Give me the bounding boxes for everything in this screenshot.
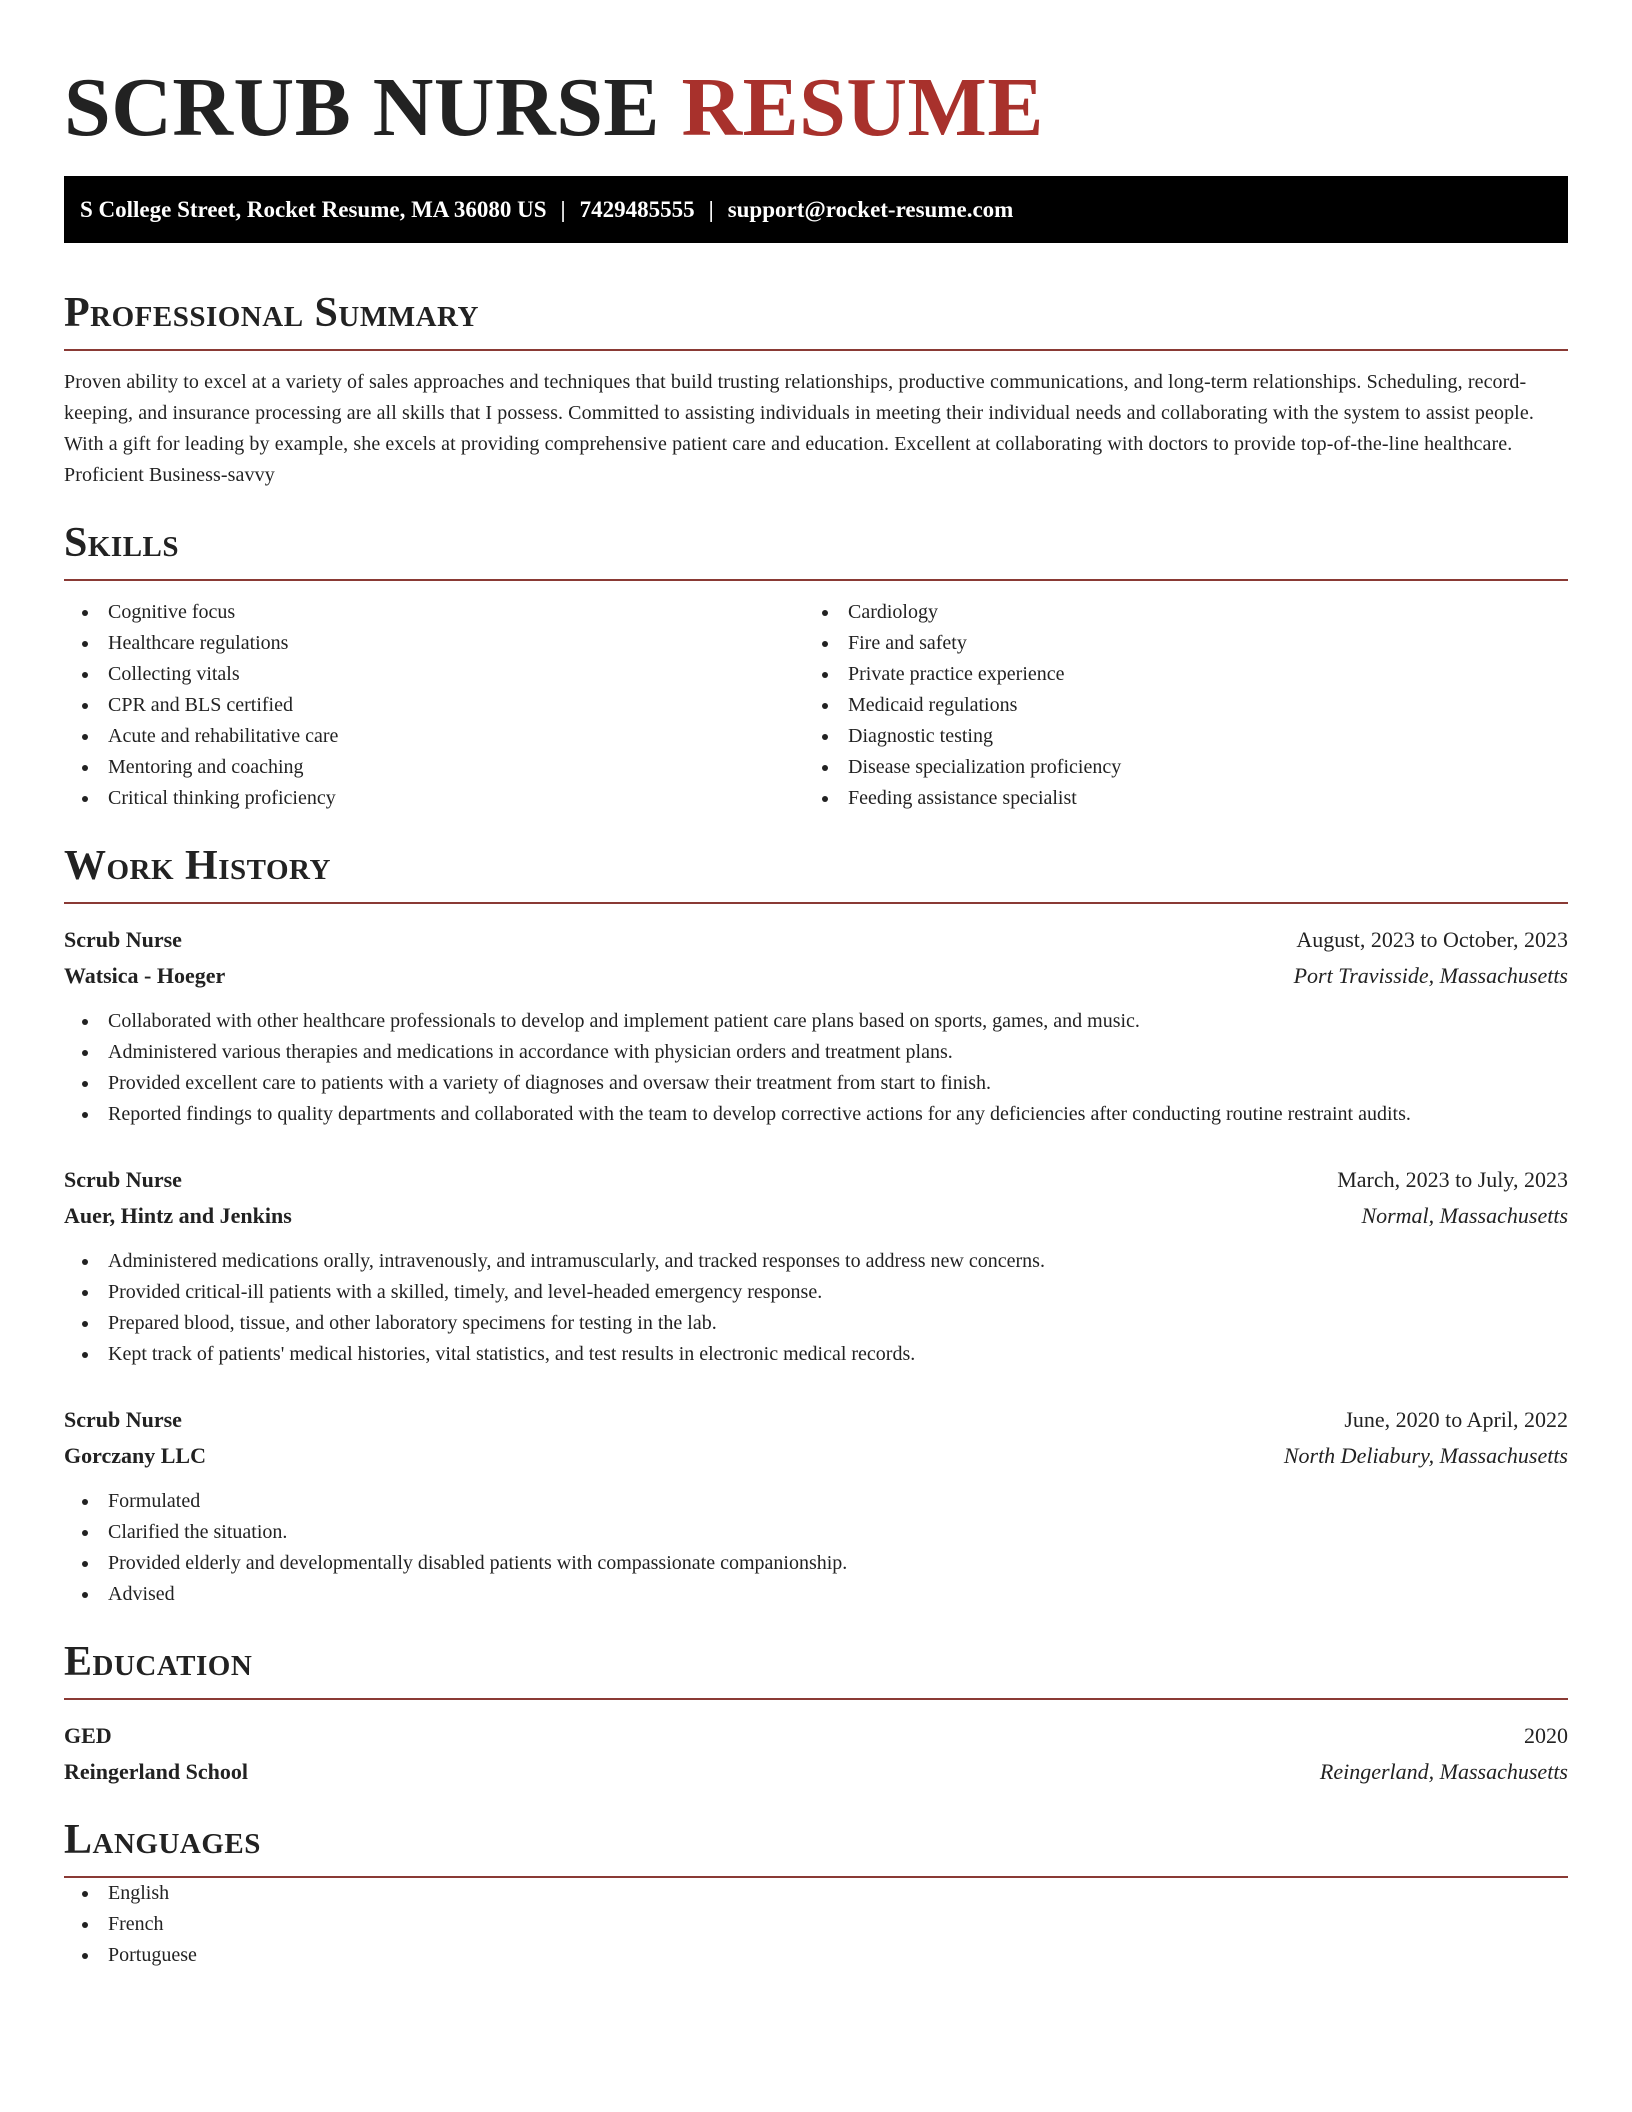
job-duty: Collaborated with other healthcare professionals to develop and implement patient care plans based on sports, games, and music.: [64, 1006, 1568, 1037]
education-location: Reingerland, Massachusetts: [1319, 1759, 1568, 1784]
skill-item: CPR and BLS certified: [64, 690, 804, 721]
skill-item: Disease specialization proficiency: [804, 752, 1544, 783]
section-divider: [64, 902, 1568, 904]
job-company: Gorczany LLC: [64, 1443, 206, 1468]
skill-item: Feeding assistance specialist: [804, 783, 1544, 814]
contact-phone: 7429485555: [579, 197, 695, 222]
job-company: Auer, Hintz and Jenkins: [64, 1203, 292, 1228]
education-heading: Education: [64, 1639, 253, 1685]
job-dates: August, 2023 to October, 2023: [1296, 927, 1568, 952]
title-main: SCRUB NURSE: [64, 61, 660, 154]
contact-bar: [64, 176, 1568, 243]
job-duty: Clarified the situation.: [64, 1517, 1568, 1548]
languages-heading: Languages: [64, 1817, 261, 1863]
job-location: Normal, Massachusetts: [1361, 1203, 1568, 1228]
education-year: 2020: [1524, 1723, 1568, 1748]
job-title: Scrub Nurse: [64, 1407, 182, 1432]
work-history-section: [64, 842, 1568, 1610]
work-history-heading: Work History: [64, 843, 331, 889]
job-dates: March, 2023 to July, 2023: [1337, 1167, 1568, 1192]
education-degree: GED: [64, 1723, 112, 1748]
skill-item: Medicaid regulations: [804, 690, 1544, 721]
job-duty: Administered medications orally, intravenously, and intramuscularly, and tracked responses to address new concerns.: [64, 1246, 1568, 1277]
contact-separator: |: [708, 197, 714, 222]
job-duty: Provided excellent care to patients with a variety of diagnoses and oversaw their treatment from start to finish.: [64, 1068, 1568, 1099]
skills-columns: [64, 597, 1568, 814]
job-location: North Deliabury, Massachusetts: [1283, 1443, 1568, 1468]
education-section: [64, 1638, 1568, 1790]
contact-separator: |: [560, 197, 566, 222]
section-divider: [64, 579, 1568, 581]
skills-section: [64, 519, 1568, 814]
education-entry: [64, 1718, 1568, 1790]
job-header-row: [64, 1162, 1568, 1198]
skill-item: Fire and safety: [804, 628, 1544, 659]
job-duty: Kept track of patients' medical histories, vital statistics, and test results in electronic medical records.: [64, 1339, 1568, 1370]
job-company: Watsica - Hoeger: [64, 963, 226, 988]
contact-email[interactable]: support@rocket-resume.com: [727, 197, 1014, 222]
education-school-row: [64, 1754, 1568, 1790]
section-divider: [64, 1698, 1568, 1700]
skill-item: Mentoring and coaching: [64, 752, 804, 783]
resume-title: [64, 56, 1568, 160]
job-duty: Prepared blood, tissue, and other laboratory specimens for testing in the lab.: [64, 1308, 1568, 1339]
skill-item: Acute and rehabilitative care: [64, 721, 804, 752]
job-company-row: [64, 958, 1568, 994]
job-company-row: [64, 1438, 1568, 1474]
job-dates: June, 2020 to April, 2022: [1344, 1407, 1568, 1432]
job-entry: [64, 922, 1568, 1130]
job-duty: Administered various therapies and medications in accordance with physician orders and treatment plans.: [64, 1037, 1568, 1068]
skill-item: Collecting vitals: [64, 659, 804, 690]
skill-item: Cardiology: [804, 597, 1544, 628]
job-duties: [64, 1486, 1568, 1610]
languages-section: [64, 1816, 1568, 1971]
job-title: Scrub Nurse: [64, 1167, 182, 1192]
resume-page: [64, 0, 1568, 1971]
education-degree-row: [64, 1718, 1568, 1754]
job-location: Port Travisside, Massachusetts: [1293, 963, 1568, 988]
summary-heading: Professional Summary: [64, 290, 479, 336]
job-duty: Advised: [64, 1579, 1568, 1610]
skill-item: Critical thinking proficiency: [64, 783, 804, 814]
language-item: English: [64, 1878, 1568, 1909]
summary-section: [64, 289, 1568, 491]
job-duty: Reported findings to quality departments and collaborated with the team to develop corrective actions for any deficiencies after conducting routine restraint audits.: [64, 1099, 1568, 1130]
education-school: Reingerland School: [64, 1759, 248, 1784]
job-duties: [64, 1246, 1568, 1370]
job-company-row: [64, 1198, 1568, 1234]
skill-item: Healthcare regulations: [64, 628, 804, 659]
summary-text: Proven ability to excel at a variety of sales approaches and techniques that build trusting relationships, productive communications, and long-term relationships. Scheduling, record-keeping, and insurance processing are all skills that I possess. Committed to assisting individuals in meeting their individual needs and collaborating with the system to assist people. With a gift for leading by example, she excels at providing comprehensive patient care and education. Excellent at collaborating with doctors to provide top-of-the-line healthcare. Proficient Business-savvy: [64, 371, 1534, 486]
title-accent: RESUME: [681, 61, 1044, 154]
skills-list-left: [64, 597, 804, 814]
contact-address: S College Street, Rocket Resume, MA 36080 US: [80, 197, 547, 222]
job-duty: Provided critical-ill patients with a skilled, timely, and level-headed emergency response.: [64, 1277, 1568, 1308]
languages-list: [64, 1878, 1568, 1971]
job-duties: [64, 1006, 1568, 1130]
skill-item: Diagnostic testing: [804, 721, 1544, 752]
section-divider: [64, 349, 1568, 351]
job-title: Scrub Nurse: [64, 927, 182, 952]
skills-heading: Skills: [64, 520, 180, 566]
job-header-row: [64, 1402, 1568, 1438]
language-item: Portuguese: [64, 1940, 1568, 1971]
skill-item: Cognitive focus: [64, 597, 804, 628]
job-duty: Provided elderly and developmentally disabled patients with compassionate companionship.: [64, 1548, 1568, 1579]
job-header-row: [64, 922, 1568, 958]
skills-list-right: [804, 597, 1544, 814]
skill-item: Private practice experience: [804, 659, 1544, 690]
job-duty: Formulated: [64, 1486, 1568, 1517]
language-item: French: [64, 1909, 1568, 1940]
job-entry: [64, 1162, 1568, 1370]
job-entry: [64, 1402, 1568, 1610]
